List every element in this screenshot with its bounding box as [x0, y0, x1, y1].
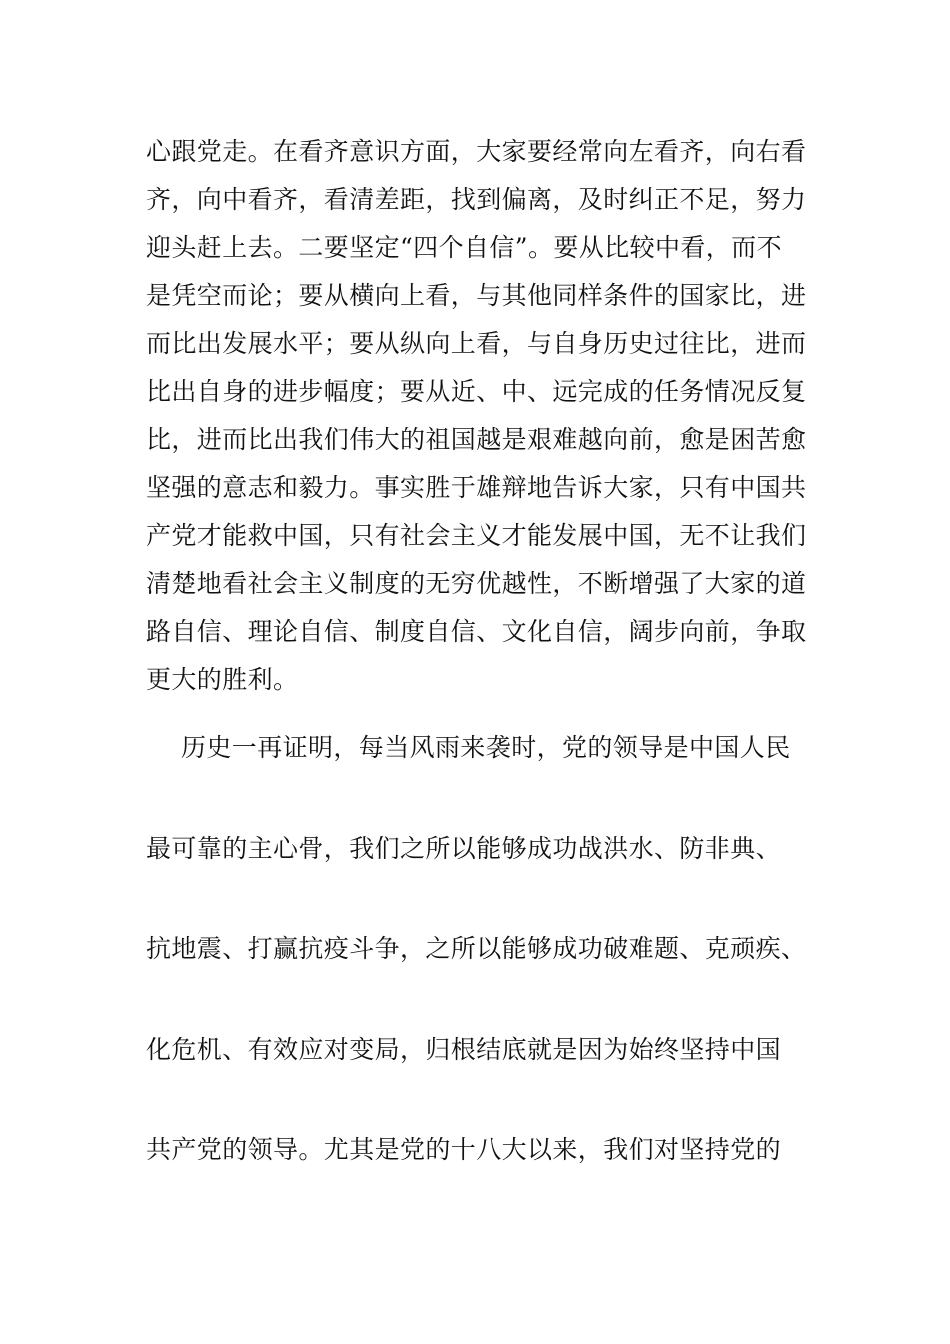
text-line: 共产党的领导。尤其是党的十八大以来，我们对坚持党的	[146, 1135, 782, 1164]
text-line: 是凭空而论；要从横向上看，与其他同样条件的国家比，进	[146, 281, 807, 310]
text-line: 路自信、理论自信、制度自信、文化自信，阔步向前，争取	[146, 617, 807, 646]
text-line: 产党才能救中国，只有社会主义才能发展中国，无不让我们	[146, 521, 807, 550]
text-line: 最可靠的主心骨，我们之所以能够成功战洪水、防非典、	[146, 834, 782, 863]
text-line: 心跟党走。在看齐意识方面，大家要经常向左看齐，向右看	[146, 137, 807, 166]
text-line: 比，进而比出我们伟大的祖国越是艰难越向前，愈是困苦愈	[146, 425, 807, 454]
text-line: 比出自身的进步幅度；要从近、中、远完成的任务情况反复	[146, 377, 807, 406]
text-line: 化危机、有效应对变局，归根结底就是因为始终坚持中国	[146, 1035, 782, 1064]
text-line: 齐，向中看齐，看清差距，找到偏离，及时纠正不足，努力	[146, 185, 807, 214]
text-line-indented: 历史一再证明，每当风雨来袭时，党的领导是中国人民	[181, 733, 791, 762]
text-line: 而比出发展水平；要从纵向上看，与自身历史过往比，进而	[146, 329, 807, 358]
text-line: 清楚地看社会主义制度的无穷优越性，不断增强了大家的道	[146, 569, 807, 598]
text-line: 抗地震、打赢抗疫斗争，之所以能够成功破难题、克顽疾、	[146, 934, 807, 963]
text-line: 坚强的意志和毅力。事实胜于雄辩地告诉大家，只有中国共	[146, 473, 807, 502]
text-line: 更大的胜利。	[146, 665, 299, 694]
text-line: 迎头赶上去。二要坚定“四个自信”。要从比较中看，而不	[146, 233, 782, 262]
